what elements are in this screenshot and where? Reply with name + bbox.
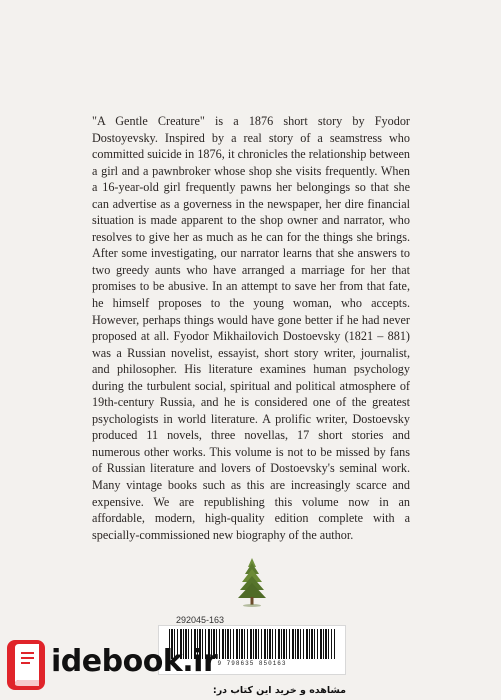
logo-brand: idebook [51, 644, 183, 679]
barcode-digits: 9 798635 850163 [217, 660, 287, 667]
idebook-watermark[interactable] [5, 634, 218, 696]
book-logo-icon [5, 634, 49, 692]
watermark-caption: مشاهده و خرید این کتاب در: [212, 685, 346, 696]
tree-emblem-icon [237, 557, 267, 607]
logo-wordmark [51, 644, 217, 679]
book-description: "A Gentle Creature" is a 1876 short story by Fyodor Dostoyevsky. Inspired by a real story of a seamstress who committed suicide in 1876, it chronicles the relationship between a girl and a pawnbroker whose shop she visits frequently. When a 16-year-old girl frequently pawns her belongings so that she can advertise as a governess in the newspaper, her dire financial situation is made apparent to the shop owner and narrator, who resolves to give her as much as he can for the things she brings. After some investigating, our narrator learns that she answers to two greedy aunts who have arranged a marriage for her that promises to be abusive. In an attempt to save her from that fate, he himself proposes to the young woman, who accepts. However, perhaps things would have gone better if he had never proposed at all. Fyodor Mikhailovich Dostoevsky (1821 – 881) was a Russian novelist, essayist, short story writer, journalist, and philosopher. His literature examines human psychology during the turbulent social, spiritual and political atmosphere of 19th-century Russia, and he is considered one of the greatest psychologists in world literature. A prolific writer, Dostoevsky produced 11 novels, three novellas, 17 short stories and numerous other works. This volume is not to be missed by fans of Russian literature and lovers of Dostoevsky's seminal work. Many vintage books such as this are increasingly scarce and expensive. We are republishing this volume now in an affordable, modern, high-quality edition complete with a specially-commissioned new biography of the author. [92, 114, 410, 542]
logo-tld: .ir [182, 644, 218, 679]
catalog-code: 292045-163 [176, 615, 225, 625]
